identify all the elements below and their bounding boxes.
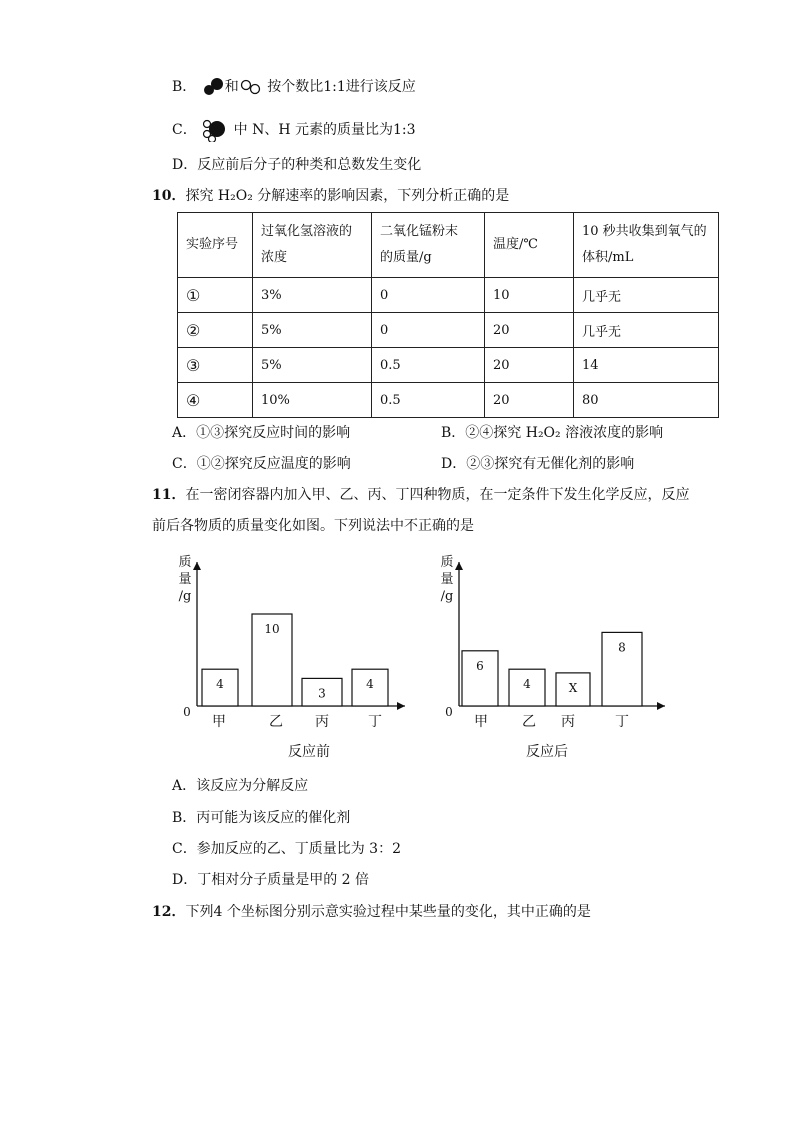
q10-option-a: A．①③探究反应时间的影响 [172, 425, 351, 441]
header-text: 的质量/g [380, 250, 432, 265]
q10-option-d: D．②③探究有无催化剂的影响 [441, 456, 635, 472]
header-text: 体积/mL [582, 250, 634, 265]
table-cell: 5% [253, 348, 372, 383]
table-cell: 14 [574, 348, 719, 383]
origin-label: 0 [183, 705, 191, 719]
table-cell: 20 [485, 348, 574, 383]
q11-option-c: C．参加反应的乙、丁质量比为 3：2 [172, 841, 401, 857]
header-text: 浓度 [261, 250, 288, 265]
option-text: 按个数比1:1进行该反应 [267, 79, 416, 95]
table-cell: 5% [253, 313, 372, 348]
table-row [178, 348, 719, 383]
table-header-row [178, 213, 719, 278]
header-cell [253, 213, 372, 278]
table-cell: ② [178, 313, 253, 348]
q11-option-d: D．丁相对分子质量是甲的 2 倍 [172, 872, 370, 888]
header-cell [178, 213, 253, 278]
bar-value-label: 6 [476, 658, 484, 673]
q10-stem [152, 186, 509, 206]
bar-value-label: 4 [366, 677, 374, 692]
x-tick-label: 甲 [212, 714, 226, 730]
header-cell [372, 213, 485, 278]
bar-value-label: X [568, 680, 578, 695]
table-cell: 几乎无 [574, 313, 719, 348]
header-text: 实验序号 [186, 237, 239, 252]
q11-stem-line2: 前后各物质的质量变化如图。下列说法中不正确的是 [152, 518, 474, 534]
table-cell: 80 [574, 383, 719, 418]
q11-option-a: A．该反应为分解反应 [172, 778, 309, 794]
table-cell: 0 [372, 278, 485, 313]
table-cell: 3% [253, 278, 372, 313]
x-axis-arrow-icon [397, 702, 405, 710]
option-text: 反应前后分子的种类和总数发生变化 [197, 157, 422, 173]
question-text: 探究 H₂O₂ 分解速率的影响因素，下列分析正确的是 [185, 188, 510, 204]
table-cell: 10% [253, 383, 372, 418]
table-cell: 20 [485, 383, 574, 418]
q10-option-b: B．②④探究 H₂O₂ 溶液浓度的影响 [441, 425, 664, 441]
bar-value-label: 10 [264, 622, 280, 636]
q10-option-c: C．①②探究反应温度的影响 [172, 456, 351, 472]
y-axis-arrow-icon [193, 562, 201, 570]
question-number: 10． [152, 188, 186, 204]
x-tick-label: 甲 [474, 714, 488, 730]
table-cell: 0.5 [372, 348, 485, 383]
y-axis-label: 质 [440, 555, 454, 570]
x-tick-label: 丙 [561, 714, 575, 730]
option-letter: D． [172, 157, 198, 173]
x-tick-label: 丁 [368, 714, 382, 730]
q12-stem [152, 902, 591, 922]
chart-before [170, 550, 420, 765]
table-row [178, 383, 719, 418]
chart-title: 反应后 [526, 744, 568, 760]
option-text: 中 N、H 元素的质量比为1:3 [233, 122, 416, 138]
molecule-light-pair-icon [239, 77, 263, 97]
table-row [178, 313, 719, 348]
x-tick-label: 丁 [615, 714, 629, 730]
bar-value-label: 4 [523, 677, 531, 692]
y-axis-label: /g [440, 589, 454, 604]
header-text: 二氧化锰粉末 [380, 224, 459, 239]
table-cell: 几乎无 [574, 278, 719, 313]
origin-label: 0 [445, 705, 453, 719]
header-text: 温度/℃ [493, 237, 538, 252]
x-tick-label: 丙 [315, 714, 329, 730]
table-cell: 0 [372, 313, 485, 348]
q11-stem-line1 [152, 485, 689, 505]
y-axis-label: /g [178, 589, 192, 604]
option-letter: C． [172, 122, 197, 138]
table-cell: 10 [485, 278, 574, 313]
header-text: 过氧化氢溶液的 [261, 224, 353, 239]
table-cell: ① [178, 278, 253, 313]
q9-option-b [172, 77, 416, 97]
option-join-text: 和 [224, 79, 239, 95]
header-cell [485, 213, 574, 278]
y-axis-label: 量 [440, 572, 454, 587]
chart-title: 反应前 [288, 744, 330, 760]
molecule-nh3-icon [201, 118, 229, 142]
y-axis-arrow-icon [455, 562, 463, 570]
x-tick-label: 乙 [269, 714, 283, 730]
q9-option-c [172, 118, 416, 142]
chart-after [432, 550, 682, 765]
question-number: 12． [152, 904, 186, 920]
bar-value-label: 8 [618, 640, 626, 655]
question-text: 在一密闭容器内加入甲、乙、丙、丁四种物质，在一定条件下发生化学反应，反应 [185, 487, 690, 503]
table-cell: ③ [178, 348, 253, 383]
bar-value-label: 4 [216, 677, 224, 692]
question-number: 11． [152, 487, 186, 503]
x-axis-arrow-icon [657, 702, 665, 710]
header-cell [574, 213, 719, 278]
table-cell: 0.5 [372, 383, 485, 418]
table-cell: ④ [178, 383, 253, 418]
experiment-table [177, 212, 719, 418]
x-tick-label: 乙 [522, 714, 536, 730]
option-letter: B． [172, 79, 197, 95]
q11-option-b: B．丙可能为该反应的催化剂 [172, 810, 351, 826]
q9-option-d [172, 155, 421, 175]
y-axis-label: 量 [178, 572, 192, 587]
bar-value-label: 3 [318, 686, 326, 701]
header-text: 10 秒共收集到氧气的 [582, 224, 707, 239]
table-cell: 20 [485, 313, 574, 348]
table-row [178, 278, 719, 313]
question-text: 下列4 个坐标图分别示意实验过程中某些量的变化，其中正确的是 [185, 904, 591, 920]
y-axis-label: 质 [178, 555, 192, 570]
molecule-dark-pair-icon [201, 77, 225, 97]
